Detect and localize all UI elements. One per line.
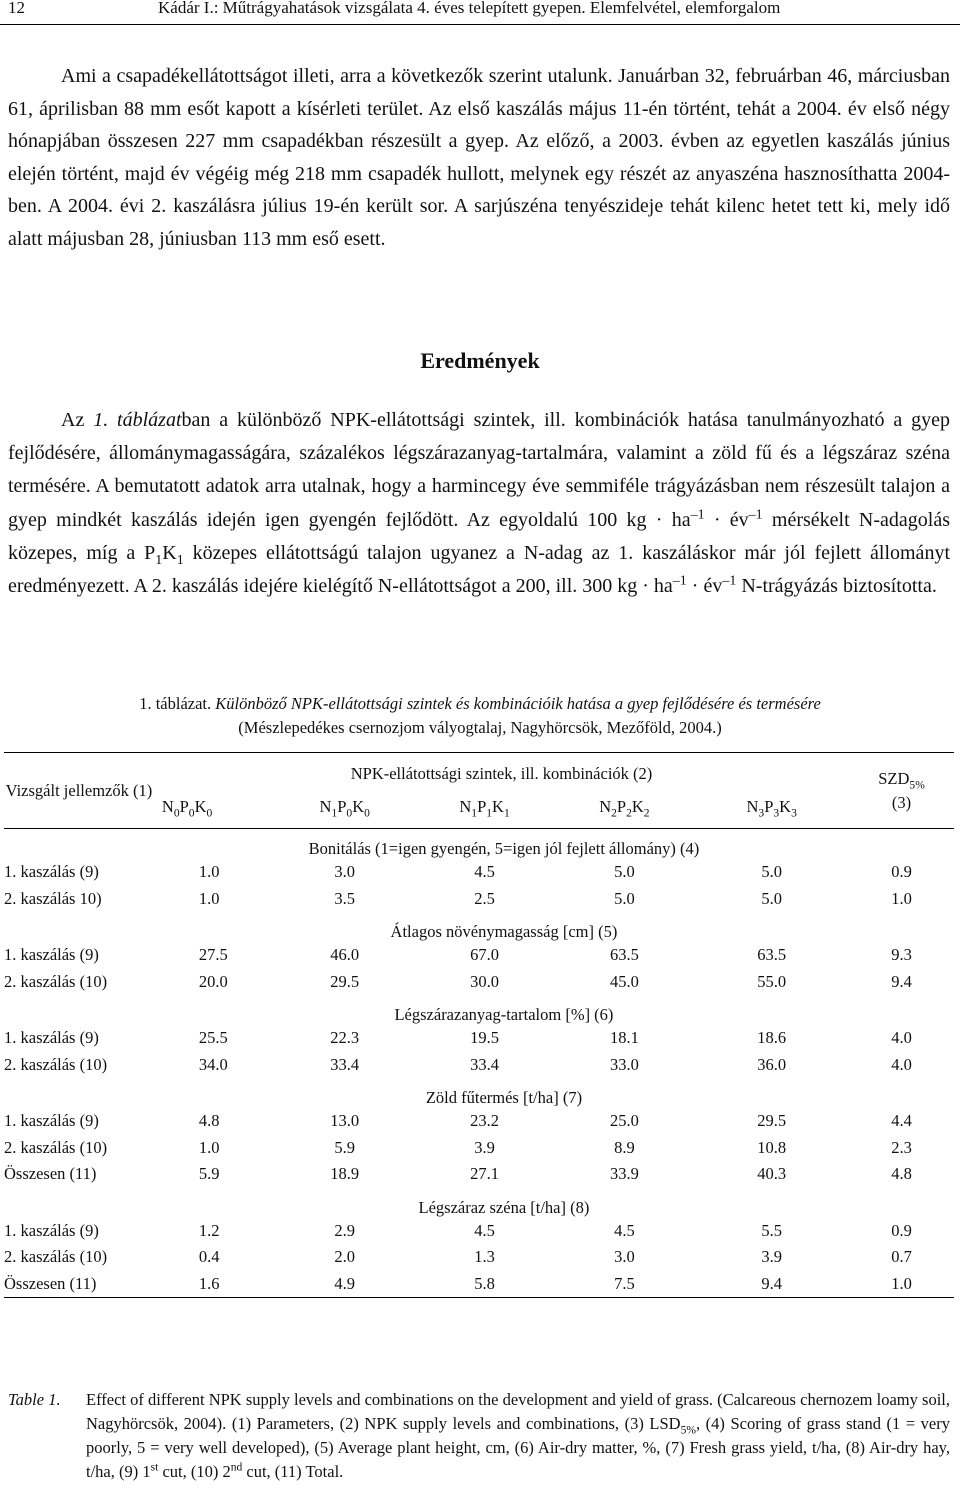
treatment-header: $N_1P_1K_1$ (415, 787, 555, 829)
table-cell: 4.5 (614, 1220, 635, 1240)
row-label: 1. kaszálás (9) (4, 862, 99, 882)
table-cell: 23.2 (470, 1111, 499, 1131)
table-cell: 19.5 (470, 1028, 499, 1048)
npk-group-header: NPK-ellátottsági szintek, ill. kombinációk (2) (154, 753, 849, 787)
row-label: 2. kaszálás (10) (4, 971, 108, 991)
table-cell: 33.4 (330, 1054, 360, 1074)
header-rule (0, 24, 960, 25)
table-row (4, 1025, 954, 1052)
table-cell: 4.5 (474, 1220, 495, 1240)
table-cell: 25.0 (609, 1111, 639, 1131)
table-cell: 18.1 (609, 1028, 639, 1048)
english-caption-label: Table 1. (8, 1390, 61, 1409)
table-cell: 3.5 (334, 888, 356, 908)
table-cell: 2.5 (474, 888, 495, 908)
table-cell: 27.1 (470, 1164, 499, 1184)
lsd-value: 4.8 (891, 1164, 912, 1184)
section-title: Bonitálás (1=igen gyengén, 5=igen jól fejlett állomány) (4) (308, 839, 700, 858)
table-cell: 13.0 (330, 1111, 360, 1131)
table-cell: 9.4 (694, 1271, 849, 1298)
table-cell: 2.0 (334, 1247, 356, 1267)
treatment-header: $N_2P_2K_2$ (554, 787, 694, 829)
lsd-value: 4.0 (891, 1028, 912, 1048)
table-row (4, 1052, 954, 1079)
table-caption (0, 692, 960, 740)
table-cell: 7.5 (554, 1271, 694, 1298)
table-row (4, 1108, 954, 1135)
table-cell: 10.8 (757, 1137, 787, 1157)
table-cell: 4.5 (474, 862, 495, 882)
english-caption (8, 1388, 950, 1484)
table-cell: 33.4 (470, 1054, 499, 1074)
treatment-header: $N_1P_0K_0$ (275, 787, 415, 829)
param-column-header: Vizsgált jellemzők (1) (4, 753, 154, 829)
lsd-value: 1.0 (849, 1271, 954, 1298)
row-label: 2. kaszálás 10) (4, 888, 102, 908)
lsd-value: 4.4 (891, 1111, 912, 1131)
lsd-value: 0.9 (891, 1220, 912, 1240)
table-cell: 5.0 (761, 862, 782, 882)
table-cell: 46.0 (330, 945, 360, 965)
table-row (4, 1135, 954, 1162)
table-cell: 63.5 (757, 945, 787, 965)
table-caption-title: Különböző NPK-ellátottsági szintek és kombinációik hatása a gyep fejlődésére és termésére (215, 694, 821, 713)
table-cell: 34.0 (198, 1054, 228, 1074)
table-cell: 0.4 (198, 1247, 220, 1267)
row-label: 2. kaszálás (10) (4, 1137, 108, 1157)
row-label: 1. kaszálás (9) (4, 1028, 99, 1048)
table-cell: 5.0 (614, 862, 635, 882)
table-cell: 1.0 (198, 888, 220, 908)
row-label: 1. kaszálás (9) (4, 1111, 99, 1131)
lsd-value: 9.3 (891, 945, 912, 965)
results-table (4, 752, 954, 1298)
lsd-column-header: $SZD_{5\%}$ (3) (849, 753, 954, 829)
table-cell: 40.3 (757, 1164, 787, 1184)
table-cell: 5.9 (334, 1137, 356, 1157)
table-reference: 1. táblázat (93, 409, 182, 431)
row-label: Összesen (11) (4, 1164, 97, 1184)
table-cell: 5.0 (761, 888, 782, 908)
table-cell: 1.0 (198, 862, 220, 882)
table-row (4, 942, 954, 969)
lsd-value: 4.0 (891, 1054, 912, 1074)
table-cell: 1.3 (474, 1247, 495, 1267)
table-cell: 55.0 (757, 971, 787, 991)
section-title: Zöld fűtermés [t/ha] (7) (425, 1088, 583, 1107)
section-title: Légszárazanyag-tartalom [%] (6) (394, 1005, 614, 1024)
table-row (4, 886, 954, 913)
table-cell: 2.9 (334, 1220, 356, 1240)
table-cell: 45.0 (609, 971, 639, 991)
table-row (4, 1244, 954, 1271)
table-cell: 29.5 (330, 971, 360, 991)
row-label: 1. kaszálás (9) (4, 945, 99, 965)
running-header (8, 0, 952, 24)
section-title: Légszáraz széna [t/ha] (8) (418, 1197, 590, 1217)
section-heading: Eredmények (420, 348, 540, 373)
table-cell: 18.6 (757, 1028, 787, 1048)
table-cell: 67.0 (470, 945, 499, 965)
table-row (4, 1271, 954, 1298)
table-cell: 1.2 (198, 1220, 220, 1240)
lsd-value: 1.0 (891, 888, 912, 908)
table-row (4, 859, 954, 886)
table-cell: 4.9 (275, 1271, 415, 1298)
table-row (4, 969, 954, 996)
section-title: Átlagos növénymagasság [cm] (5) (390, 922, 618, 941)
table-cell: 5.8 (415, 1271, 555, 1298)
row-label: 2. kaszálás (10) (4, 1247, 108, 1267)
table-cell: 8.9 (614, 1137, 635, 1157)
row-label: 1. kaszálás (9) (4, 1220, 99, 1240)
treatment-header: $N_0P_0K_0$ (154, 787, 275, 829)
table-cell: 3.9 (761, 1247, 782, 1267)
english-caption-body: Effect of different NPK supply levels and combinations on the development and yield of grass. (Calcareous chernozem loamy soil, Nagyhörcsök, 2004). (1) Parameters, (2) NPK supply levels and combinations, (3) $LSD_{5\%}$, (4) Scoring of grass stand (1 = very poorly, 5 = very well developed), (5) Average plant height, cm, (6) Air-dry matter, %, (7) Fresh grass yield, t/ha, (8) Air-dry hay, t/ha, (9) 1st cut, (10) 2nd cut, (11) Total. (86, 1390, 951, 1481)
table-cell: 33.9 (609, 1164, 639, 1184)
paragraph-precipitation: Ami a csapadékellátottságot illeti, arra a következők szerint utalunk. Januárban 32, februárban 46, márciusban 61, áprilisban 88 mm esőt kapott a kísérleti terület. Az első kaszálás május 11-én történt, tehát a 2004. év első négy hónapjában összesen 227 mm csapadékban részesült a gyep. Az előző, a 2003. évben az egyetlen kaszálás június elején történt, majd év végéig még 218 mm csapadék hullott, melynek egy részét az anyaszéna hasznosíthatta 2004-ben. A 2004. évi 2. kaszálásra július 19-én került sor. A sarjúszéna tenyészideje tehát kilenc hetet tett ki, mely idő alatt májusban 28, júniusban 113 mm eső esett. (8, 65, 950, 250)
lsd-value: 9.4 (891, 971, 912, 991)
table-cell: 4.8 (198, 1111, 220, 1131)
table-cell: 63.5 (609, 945, 639, 965)
table-cell: 1.0 (198, 1137, 220, 1157)
table-row (4, 1218, 954, 1245)
table-cell: 5.5 (761, 1220, 782, 1240)
table-cell: 5.9 (198, 1164, 220, 1184)
lsd-value: 2.3 (891, 1137, 912, 1157)
table-caption-subtitle: (Mészlepedékes csernozjom vályogtalaj, Nagyhörcsök, Mezőföld, 2004.) (238, 718, 722, 737)
table-cell: 30.0 (470, 971, 499, 991)
table-cell: 20.0 (198, 971, 228, 991)
treatment-header: $N_3P_3K_3$ (694, 787, 849, 829)
row-label: Összesen (11) (4, 1271, 154, 1298)
table-cell: 18.9 (330, 1164, 360, 1184)
row-label: 2. kaszálás (10) (4, 1054, 108, 1074)
table-cell: 33.0 (609, 1054, 639, 1074)
paragraph-results: Az 1. táblázatban a különböző NPK-ellátottsági szintek, ill. kombinációk hatása tanulmányozható a gyep fejlődésére, állománymagasságára, százalékos légszárazanyag-tartalmára, valamint a zöld fű és a légszáraz széna termésére. A bemutatott adatok arra utalnak, hogy a harmincegy éve semmiféle trágyázásban nem részesült talajon a gyep mindkét kaszálás idején igen gyengén fejlődött. Az egyoldalú 100 kg · $ha^{-1}$ · $év^{-1}$ mérsékelt N-adagolás közepes, míg a $P_1K_1$ közepes ellátottságú talajon ugyanez a N-adag az 1. kaszáláskor már jól fejlett állományt eredményezett. A 2. kaszálás idejére kielégítő N-ellátottságot a 200, ill. 300 kg · $ha^{-1}$ · $év^{-1}$ N-trágyázás biztosította. (8, 409, 950, 598)
table-cell: 3.9 (474, 1137, 495, 1157)
table-cell: 3.0 (614, 1247, 635, 1267)
table-caption-label: 1. táblázat. (139, 694, 212, 713)
table-cell: 5.0 (614, 888, 635, 908)
table-cell: 22.3 (330, 1028, 360, 1048)
table-cell: 29.5 (757, 1111, 787, 1131)
table-cell: 25.5 (198, 1028, 228, 1048)
table-cell: 3.0 (334, 862, 356, 882)
table-cell: 1.6 (154, 1271, 275, 1298)
page-number: 12 (8, 0, 25, 17)
table-row (4, 1161, 954, 1188)
running-title: Kádár I.: Műtrágyahatások vizsgálata 4. éves telepített gyepen. Elemfelvétel, elemforgalom (158, 0, 781, 17)
table-cell: 27.5 (198, 945, 228, 965)
lsd-value: 0.9 (891, 862, 912, 882)
lsd-value: 0.7 (891, 1247, 912, 1267)
table-cell: 36.0 (757, 1054, 787, 1074)
